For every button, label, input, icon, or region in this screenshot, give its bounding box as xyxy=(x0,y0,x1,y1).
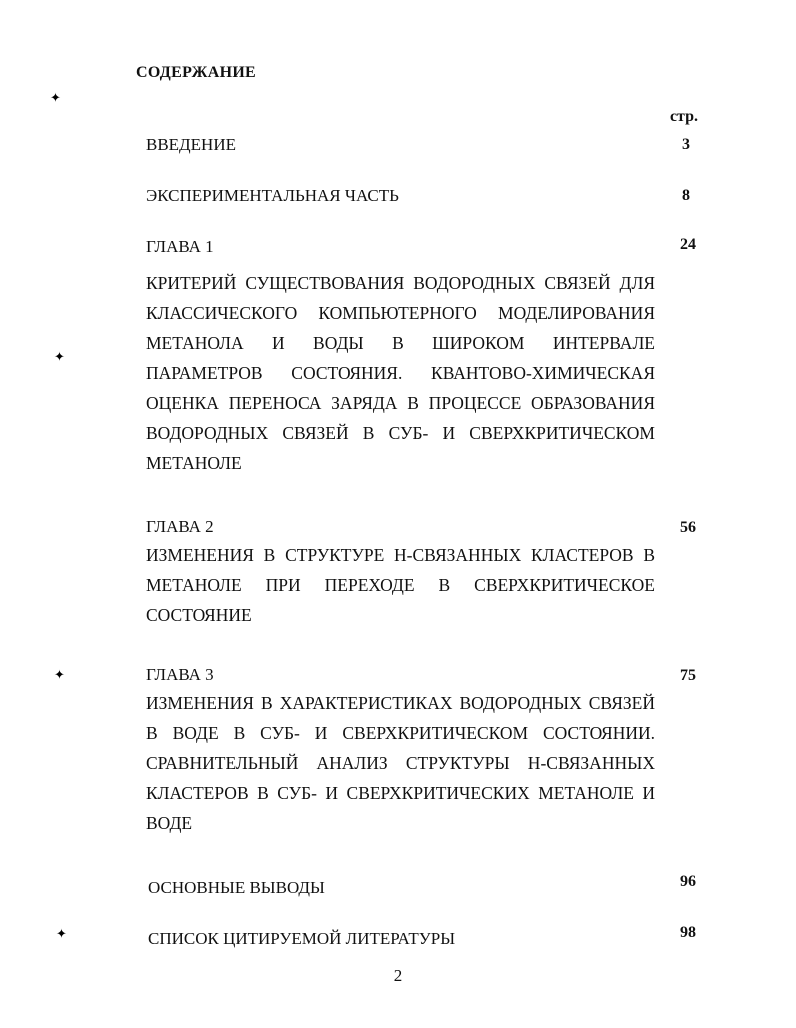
margin-mark-icon: ✦ xyxy=(54,349,65,364)
toc-page-conclusions: 96 xyxy=(680,873,696,890)
toc-entry-experimental[interactable]: ЭКСПЕРИМЕНТАЛЬНАЯ ЧАСТЬ xyxy=(146,186,399,205)
toc-page-chapter1: 24 xyxy=(680,236,696,253)
toc-entry-references[interactable]: СПИСОК ЦИТИРУЕМОЙ ЛИТЕРАТУРЫ xyxy=(148,929,456,948)
margin-mark-icon: ✦ xyxy=(50,90,61,105)
toc-entry-chapter2[interactable]: ГЛАВА 2 xyxy=(146,517,214,536)
margin-mark-icon: ✦ xyxy=(54,667,65,682)
toc-page-experimental: 8 xyxy=(682,187,690,204)
toc-chapter1-title: КРИТЕРИЙ СУЩЕСТВОВАНИЯ ВОДОРОДНЫХ СВЯЗЕЙ ДЛЯ КЛАССИЧЕСКОГО КОМПЬЮТЕРНОГО МОДЕЛИРОВАНИЯ МЕТАНОЛА И ВОДЫ В ШИРОКОМ ИНТЕРВАЛЕ ПАРАМЕТРОВ СОСТОЯНИЯ. КВАНТОВО-ХИМИЧЕСКАЯ ОЦЕНКА ПЕРЕНОСА ЗАРЯДА В ПРОЦЕССЕ ОБРАЗОВАНИЯ ВОДОРОДНЫХ СВЯЗЕЙ В СУБ- И СВЕРХКРИТИЧЕСКОМ МЕТАНОЛЕ xyxy=(146,273,655,473)
toc-page-chapter2: 56 xyxy=(680,519,696,536)
toc-chapter2-title: ИЗМЕНЕНИЯ В СТРУКТУРЕ Н-СВЯЗАННЫХ КЛАСТЕРОВ В МЕТАНОЛЕ ПРИ ПЕРЕХОДЕ В СВЕРХКРИТИЧЕСКОЕ СОСТОЯНИЕ xyxy=(146,545,655,625)
margin-mark-icon: ✦ xyxy=(56,926,67,941)
toc-page-chapter3: 75 xyxy=(680,667,696,684)
toc-entry-intro[interactable]: ВВЕДЕНИЕ xyxy=(146,135,236,154)
page-column-label: стр. xyxy=(669,108,698,125)
toc-entry-chapter1[interactable]: ГЛАВА 1 xyxy=(146,237,214,256)
toc-chapter3-title: ИЗМЕНЕНИЯ В ХАРАКТЕРИСТИКАХ ВОДОРОДНЫХ СВЯЗЕЙ В ВОДЕ В СУБ- И СВЕРХКРИТИЧЕСКОМ СОСТОЯНИИ. СРАВНИТЕЛЬНЫЙ АНАЛИЗ СТРУКТУРЫ Н-СВЯЗАННЫХ КЛАСТЕРОВ В СУБ- И СВЕРХКРИТИЧЕСКИХ МЕТАНОЛЕ И ВОДЕ xyxy=(146,693,655,833)
toc-entry-chapter3[interactable]: ГЛАВА 3 xyxy=(146,665,214,684)
page-number: 2 xyxy=(393,966,403,985)
toc-entry-conclusions[interactable]: ОСНОВНЫЕ ВЫВОДЫ xyxy=(148,878,325,897)
toc-page-intro: 3 xyxy=(682,136,690,153)
toc-page-references: 98 xyxy=(680,924,696,941)
toc-title: СОДЕРЖАНИЕ xyxy=(136,64,257,81)
